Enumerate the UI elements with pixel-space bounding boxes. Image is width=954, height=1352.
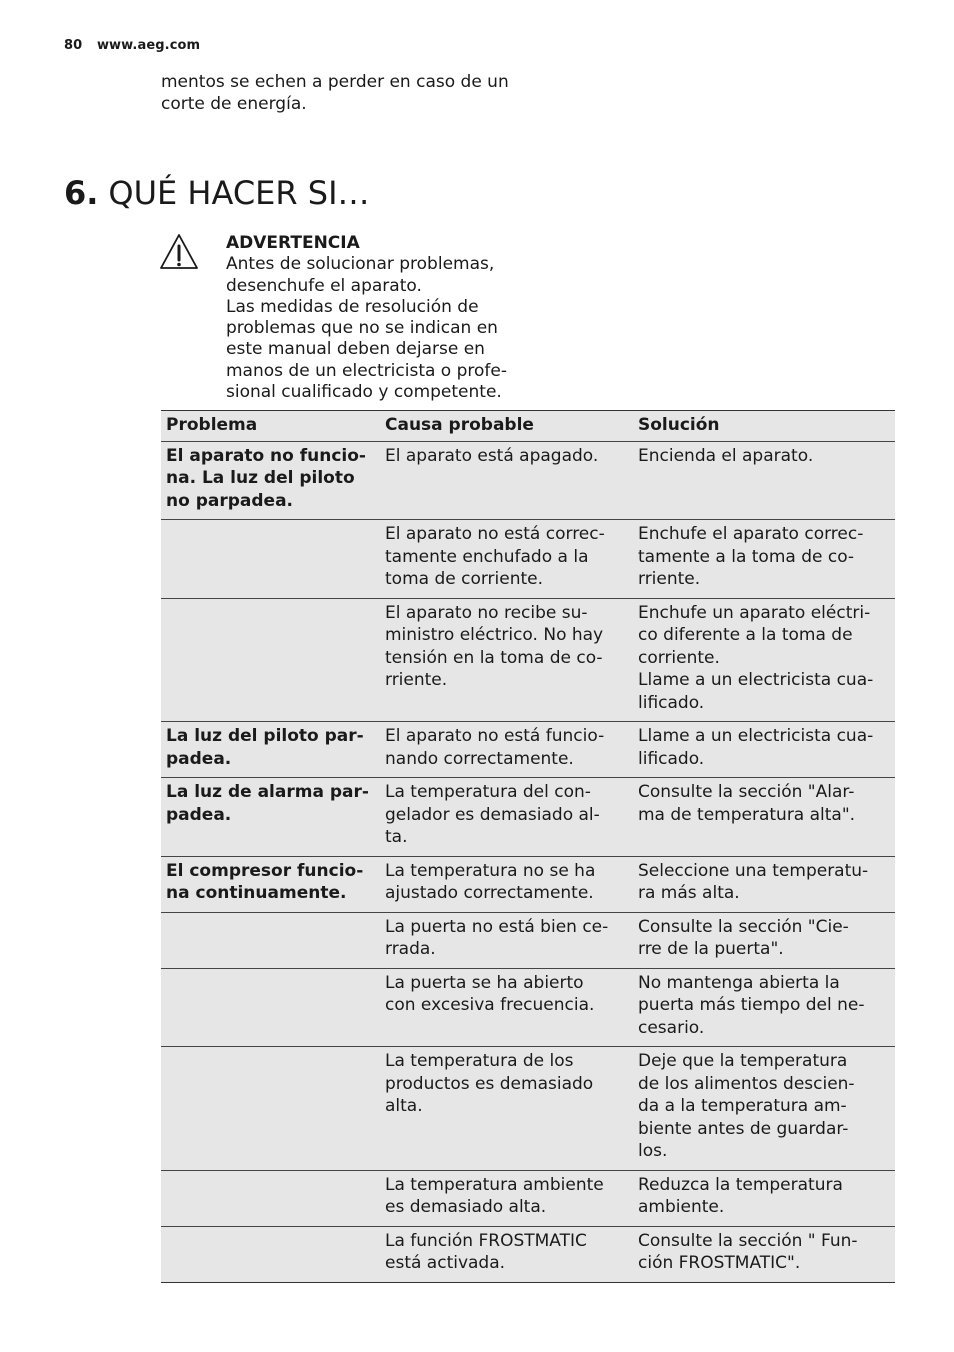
troubleshooting-table (161, 410, 895, 1283)
cause-cell: La función FROSTMATIC está activada. (380, 1226, 633, 1282)
column-header-solution: Solución (633, 411, 895, 442)
table-row (161, 1047, 895, 1171)
cause-cell: El aparato no recibe su- ministro eléctrico. No hay tensión en la toma de co- rriente. (380, 598, 633, 722)
warning-triangle-icon (159, 233, 199, 271)
problem-cell: La luz de alarma par- padea. (161, 778, 380, 857)
warning-title: ADVERTENCIA (226, 233, 360, 253)
solution-cell: No mantenga abierta la puerta más tiempo del ne- cesario. (633, 968, 895, 1047)
problem-cell (161, 1047, 380, 1171)
solution-cell: Consulte la sección " Fun- ción FROSTMATIC". (633, 1226, 895, 1282)
solution-cell: Enchufe el aparato correc- tamente a la toma de co- rriente. (633, 520, 895, 599)
problem-cell: El aparato no funcio- na. La luz del piloto no parpadea. (161, 441, 380, 520)
solution-cell: Reduzca la temperatura ambiente. (633, 1170, 895, 1226)
cause-cell: El aparato no está funcio- nando correctamente. (380, 722, 633, 778)
section-number: 6. (64, 174, 99, 212)
table-row (161, 968, 895, 1047)
table-header-row (161, 411, 895, 442)
cause-cell: El aparato está apagado. (380, 441, 633, 520)
solution-cell: Seleccione una temperatu- ra más alta. (633, 856, 895, 912)
problem-cell (161, 1226, 380, 1282)
solution-cell: Enchufe un aparato eléctri- co diferente a la toma de corriente. Llame a un electricista cua- lificado. (633, 598, 895, 722)
cause-cell: La puerta se ha abierto con excesiva frecuencia. (380, 968, 633, 1047)
page-header (64, 38, 200, 53)
section-title (64, 171, 370, 215)
problem-cell (161, 968, 380, 1047)
table-row (161, 1170, 895, 1226)
section-title-text: QUÉ HACER SI… (108, 174, 370, 212)
column-header-cause: Causa probable (380, 411, 633, 442)
cause-cell: La temperatura ambiente es demasiado alta. (380, 1170, 633, 1226)
solution-cell: Encienda el aparato. (633, 441, 895, 520)
cause-cell: La temperatura del con- gelador es demasiado al- ta. (380, 778, 633, 857)
problem-cell (161, 912, 380, 968)
cause-cell: La puerta no está bien ce- rrada. (380, 912, 633, 968)
table-row (161, 520, 895, 599)
column-header-problem: Problema (161, 411, 380, 442)
table-row (161, 441, 895, 520)
table-row (161, 722, 895, 778)
site-url: www.aeg.com (96, 38, 201, 53)
problem-cell: El compresor funcio- na continuamente. (161, 856, 380, 912)
solution-cell: Llame a un electricista cua- lificado. (633, 722, 895, 778)
table-row (161, 856, 895, 912)
table-row (161, 598, 895, 722)
warning-text: Antes de solucionar problemas, desenchufe el aparato. Las medidas de resolución de problemas que no se indican en este manual deben dejarse en manos de un electricista o profe- sional cualificado y competente. (226, 254, 507, 403)
warning-box (226, 233, 526, 403)
cause-cell: La temperatura no se ha ajustado correctamente. (380, 856, 633, 912)
problem-cell: La luz del piloto par- padea. (161, 722, 380, 778)
solution-cell: Consulte la sección "Alar- ma de temperatura alta". (633, 778, 895, 857)
solution-cell: Consulte la sección "Cie- rre de la puerta". (633, 912, 895, 968)
problem-cell (161, 598, 380, 722)
page-number: 80 (64, 38, 83, 53)
solution-cell: Deje que la temperatura de los alimentos descien- da a la temperatura am- biente antes de guardar- los. (633, 1047, 895, 1171)
intro-paragraph: mentos se echen a perder en caso de un corte de energía. (161, 72, 509, 114)
problem-cell (161, 1170, 380, 1226)
table-row (161, 1226, 895, 1282)
table-row (161, 778, 895, 857)
cause-cell: El aparato no está correc- tamente enchufado a la toma de corriente. (380, 520, 633, 599)
cause-cell: La temperatura de los productos es demasiado alta. (380, 1047, 633, 1171)
table-row (161, 912, 895, 968)
problem-cell (161, 520, 380, 599)
